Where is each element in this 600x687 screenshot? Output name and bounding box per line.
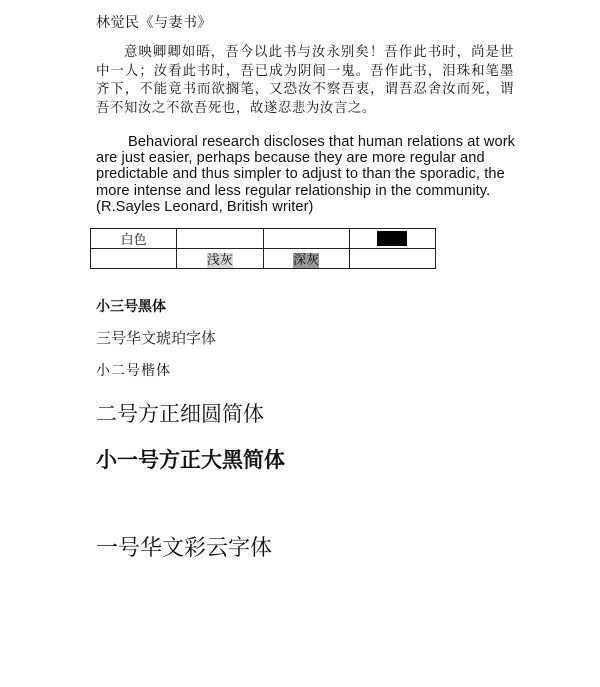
english-paragraph: Behavioral research discloses that human relations at work are just easier, perhaps because they are more regular and predictable and thus simpler to adjust to than the sporadic, the more intense and less regular relationship in the community. (R.Sayles Leonard, British writer) [96, 134, 516, 215]
white-cell: 白色 [91, 229, 177, 249]
color-table [90, 228, 436, 269]
empty-cell [263, 229, 349, 249]
dark-gray-cell [263, 249, 349, 269]
font-sample: 小三号黑体 [96, 299, 166, 315]
chinese-paragraph: 意映卿卿如晤，吾今以此书与汝永别矣！吾作此书时，尚是世中一人；汝看此书时，吾已成为阴间一鬼。吾作此书，泪珠和笔墨齐下，不能竟书而欲搁笔，又恐汝不察吾衷，谓吾忍舍汝而死，谓吾不知汝之不欲吾死也，故遂忍悲为汝言之。 [96, 45, 514, 116]
empty-cell [91, 249, 177, 269]
light-gray-cell [177, 249, 263, 269]
dark-gray-label: 深灰 [293, 253, 320, 268]
table-row [91, 249, 436, 269]
font-sample: 小一号方正大黑简体 [96, 448, 285, 472]
table-row [91, 229, 436, 249]
light-gray-label: 浅灰 [206, 253, 233, 268]
empty-cell [349, 249, 435, 269]
black-swatch [377, 231, 407, 246]
font-sample: 三号华文琥珀字体 [96, 329, 217, 347]
document-title: 林觉民《与妻书》 [96, 15, 212, 31]
empty-cell [177, 229, 263, 249]
font-sample: 二号方正细圆简体 [96, 402, 264, 426]
black-swatch-cell [349, 229, 435, 249]
font-sample: 小二号楷体 [96, 363, 171, 379]
font-sample: 一号华文彩云字体 [96, 536, 273, 561]
